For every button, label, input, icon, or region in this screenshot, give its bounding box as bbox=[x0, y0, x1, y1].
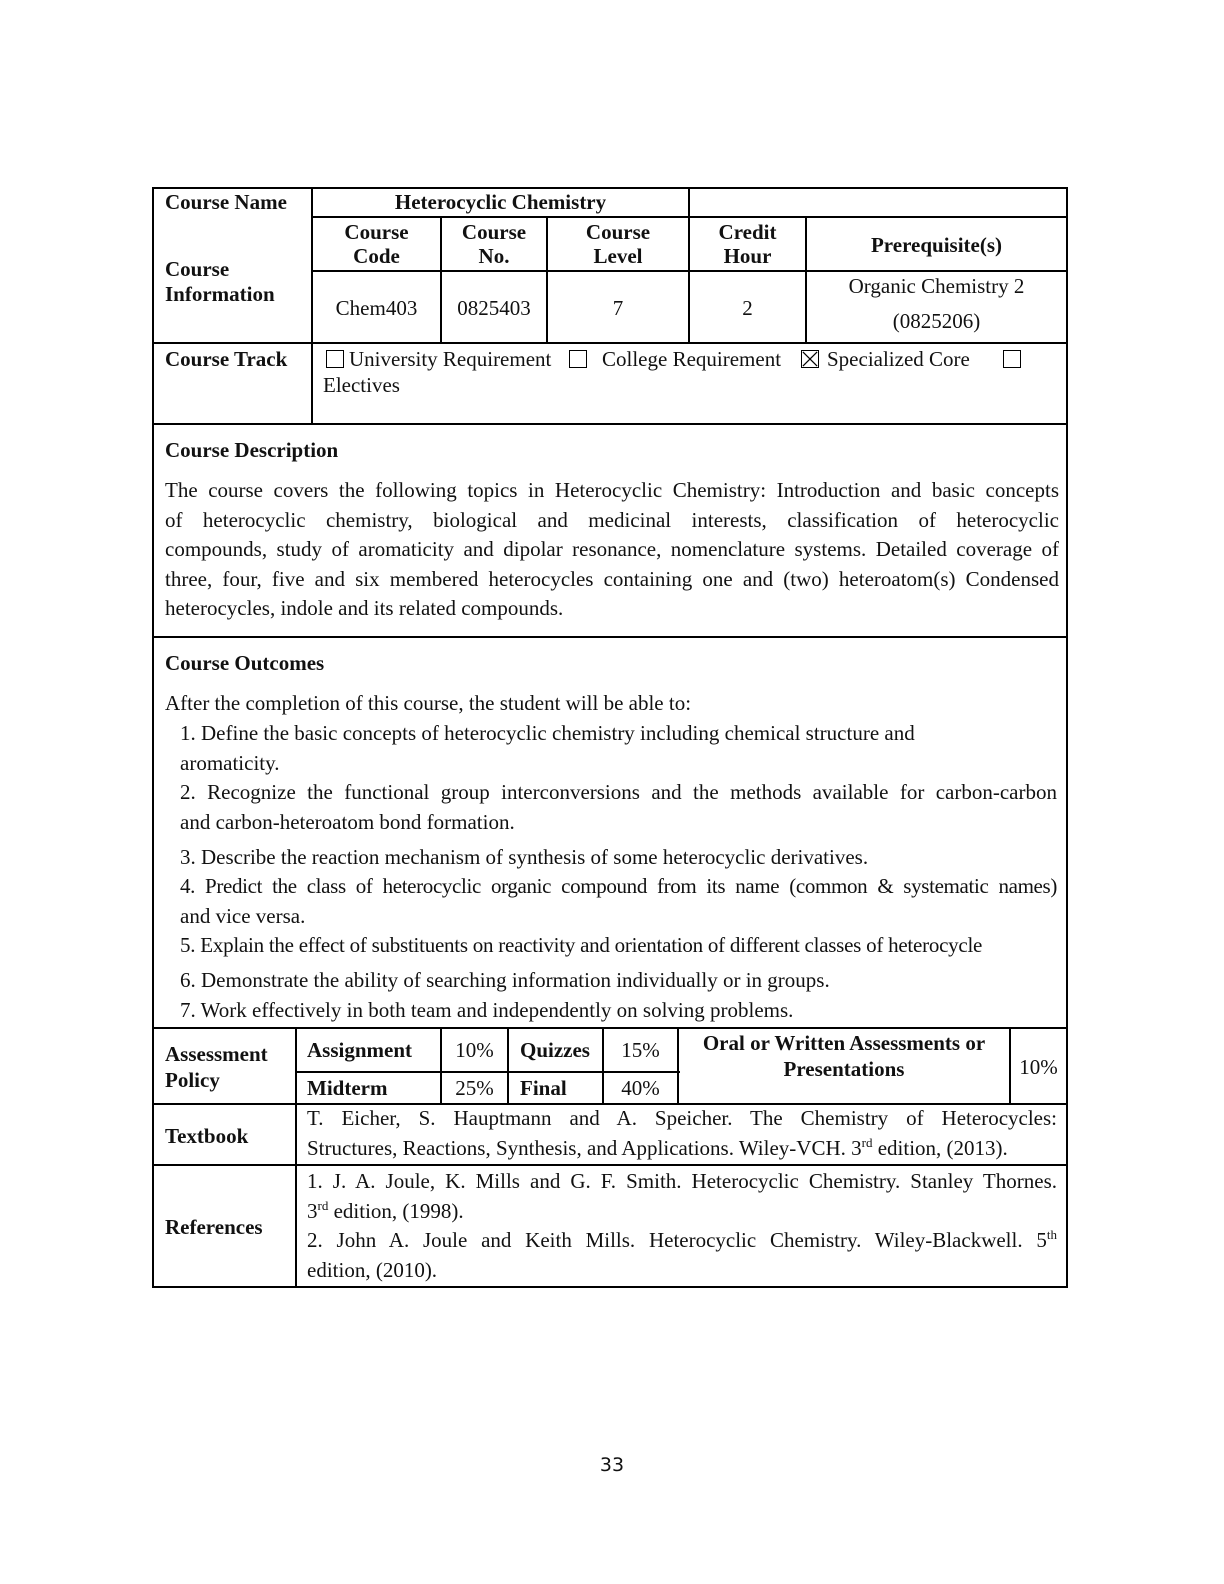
outcome-7: 7. Work effectively in both team and independently on solving problems. bbox=[180, 998, 794, 1022]
row-divider bbox=[312, 216, 1068, 218]
reference-1-line-2 bbox=[307, 1199, 464, 1223]
course-info-label: Course Information bbox=[165, 257, 275, 306]
course-description-text bbox=[165, 476, 1059, 624]
textbook-line-2 bbox=[307, 1136, 1008, 1160]
electives-checkbox[interactable] bbox=[1003, 350, 1021, 368]
row-divider bbox=[296, 1071, 680, 1073]
outcome-2: 2. Recognize the functional group interconversions and the methods available for carbon-carbon bbox=[180, 780, 1057, 804]
value-course-no: 0825403 bbox=[457, 296, 531, 320]
value-course-code: Chem403 bbox=[335, 296, 418, 320]
reference-1-edition: 3 bbox=[307, 1199, 318, 1223]
course-name-label: Course Name bbox=[165, 190, 287, 214]
row-divider bbox=[152, 636, 1068, 638]
specialized-core-label: Specialized Core bbox=[827, 347, 970, 371]
check-x-icon bbox=[802, 351, 818, 367]
assignment-label: Assignment bbox=[307, 1038, 413, 1062]
oral-assessment-label-2: Presentations bbox=[783, 1057, 905, 1081]
reference-2-text: 2. John A. Joule and Keith Mills. Heterocyclic Chemistry. Wiley-Blackwell. 5 bbox=[307, 1228, 1047, 1252]
oral-assessment-label-1: Oral or Written Assessments or bbox=[702, 1031, 986, 1055]
header-course-level-1: Course bbox=[585, 220, 651, 244]
textbook-line-2-text: Structures, Reactions, Synthesis, and Applications. Wiley-VCH. 3 bbox=[307, 1136, 862, 1160]
course-description-heading: Course Description bbox=[165, 438, 339, 462]
description-line: The course covers the following topics in Heterocyclic Chemistry: Introduction and basic concepts bbox=[165, 478, 1059, 502]
table-border-bottom bbox=[152, 1286, 1068, 1288]
midterm-label: Midterm bbox=[307, 1076, 388, 1100]
final-percent: 40% bbox=[621, 1076, 660, 1100]
header-credit-hour-1: Credit bbox=[718, 220, 777, 244]
assessment-label-1: Assessment bbox=[165, 1042, 268, 1066]
reference-1-line-1: 1. J. A. Joule, K. Mills and G. F. Smith. Heterocyclic Chemistry. Stanley Thornes. bbox=[307, 1169, 1057, 1193]
quizzes-label: Quizzes bbox=[520, 1038, 590, 1062]
row-divider bbox=[152, 1164, 1068, 1166]
row-divider bbox=[152, 342, 1068, 344]
row-divider bbox=[312, 270, 1068, 272]
header-course-code-1: Course bbox=[344, 220, 409, 244]
table-border-top bbox=[152, 187, 1068, 189]
description-line: compounds, study of aromaticity and dipolar resonance, nomenclature systems. Detailed coverage of bbox=[165, 537, 1059, 561]
course-outcomes-heading: Course Outcomes bbox=[165, 651, 325, 675]
outcome-4: 4. Predict the class of heterocyclic organic compound from its name (common & systematic names) bbox=[180, 874, 1057, 898]
row-divider bbox=[152, 423, 1068, 425]
value-course-level: 7 bbox=[612, 296, 624, 320]
header-course-no-2: No. bbox=[478, 244, 510, 268]
final-label: Final bbox=[520, 1076, 567, 1100]
row-divider bbox=[152, 1027, 1068, 1029]
oral-assessment-percent: 10% bbox=[1019, 1055, 1058, 1079]
value-credit-hour: 2 bbox=[742, 296, 753, 320]
value-prerequisite-code: (0825206) bbox=[892, 309, 981, 333]
university-requirement-checkbox[interactable] bbox=[326, 350, 344, 368]
outcome-6: 6. Demonstrate the ability of searching information individually or in groups. bbox=[180, 968, 830, 992]
header-course-code-2: Code bbox=[353, 244, 400, 268]
outcome-1: 1. Define the basic concepts of heterocyclic chemistry including chemical structure and bbox=[180, 721, 915, 745]
references-label: References bbox=[165, 1215, 263, 1239]
header-credit-hour-2: Hour bbox=[723, 244, 772, 268]
col-divider bbox=[507, 1027, 509, 1104]
page-number: 33 bbox=[599, 1454, 625, 1476]
midterm-percent: 25% bbox=[455, 1076, 494, 1100]
outcomes-intro: After the completion of this course, the student will be able to: bbox=[165, 691, 692, 715]
course-name-value: Heterocyclic Chemistry bbox=[394, 190, 607, 214]
header-prerequisites: Prerequisite(s) bbox=[870, 233, 1003, 257]
col-divider bbox=[295, 1027, 297, 1287]
description-line: of heterocyclic chemistry, biological and medicinal interests, classification of heterocyclic bbox=[165, 507, 1059, 532]
row-divider bbox=[152, 1103, 1068, 1105]
textbook-line-1: T. Eicher, S. Hauptmann and A. Speicher. The Chemistry of Heterocycles: bbox=[307, 1106, 1057, 1130]
table-border-left bbox=[152, 187, 154, 1288]
assignment-percent: 10% bbox=[455, 1038, 494, 1062]
electives-label: Electives bbox=[323, 373, 400, 397]
reference-1-line-2-end: edition, (1998). bbox=[328, 1199, 464, 1223]
college-requirement-checkbox[interactable] bbox=[569, 350, 587, 368]
college-requirement-label: College Requirement bbox=[602, 347, 782, 371]
specialized-core-checkbox[interactable] bbox=[801, 350, 819, 368]
outcome-2-cont: and carbon-heteroatom bond formation. bbox=[180, 810, 515, 834]
description-line: three, four, five and six membered heterocycles containing one and (two) heteroatom(s) Condensed bbox=[165, 566, 1059, 591]
description-line: heterocycles, indole and its related compounds. bbox=[165, 596, 564, 620]
textbook-label: Textbook bbox=[165, 1124, 249, 1148]
textbook-line-2-end: edition, (2013). bbox=[872, 1136, 1008, 1160]
outcome-4-cont: and vice versa. bbox=[180, 904, 306, 928]
header-course-no-1: Course bbox=[461, 220, 527, 244]
textbook-edition-suffix: rd bbox=[861, 1135, 873, 1150]
value-prerequisite-name: Organic Chemistry 2 bbox=[848, 274, 1025, 298]
outcome-1-cont: aromaticity. bbox=[180, 751, 280, 775]
header-course-level-2: Level bbox=[593, 244, 643, 268]
assessment-label-2: Policy bbox=[165, 1068, 220, 1092]
reference-2-line-2: edition, (2010). bbox=[307, 1258, 438, 1282]
course-track-label: Course Track bbox=[165, 347, 288, 371]
outcome-3: 3. Describe the reaction mechanism of synthesis of some heterocyclic derivatives. bbox=[180, 845, 869, 869]
university-requirement-label: University Requirement bbox=[349, 347, 552, 371]
reference-2-line-1 bbox=[307, 1228, 1057, 1252]
quizzes-percent: 15% bbox=[621, 1038, 660, 1062]
outcome-5: 5. Explain the effect of substituents on reactivity and orientation of different classes of heterocycle bbox=[180, 933, 983, 957]
reference-2-edition-suffix: th bbox=[1046, 1227, 1057, 1242]
table-border-right bbox=[1066, 187, 1068, 1288]
reference-1-edition-suffix: rd bbox=[317, 1198, 329, 1213]
